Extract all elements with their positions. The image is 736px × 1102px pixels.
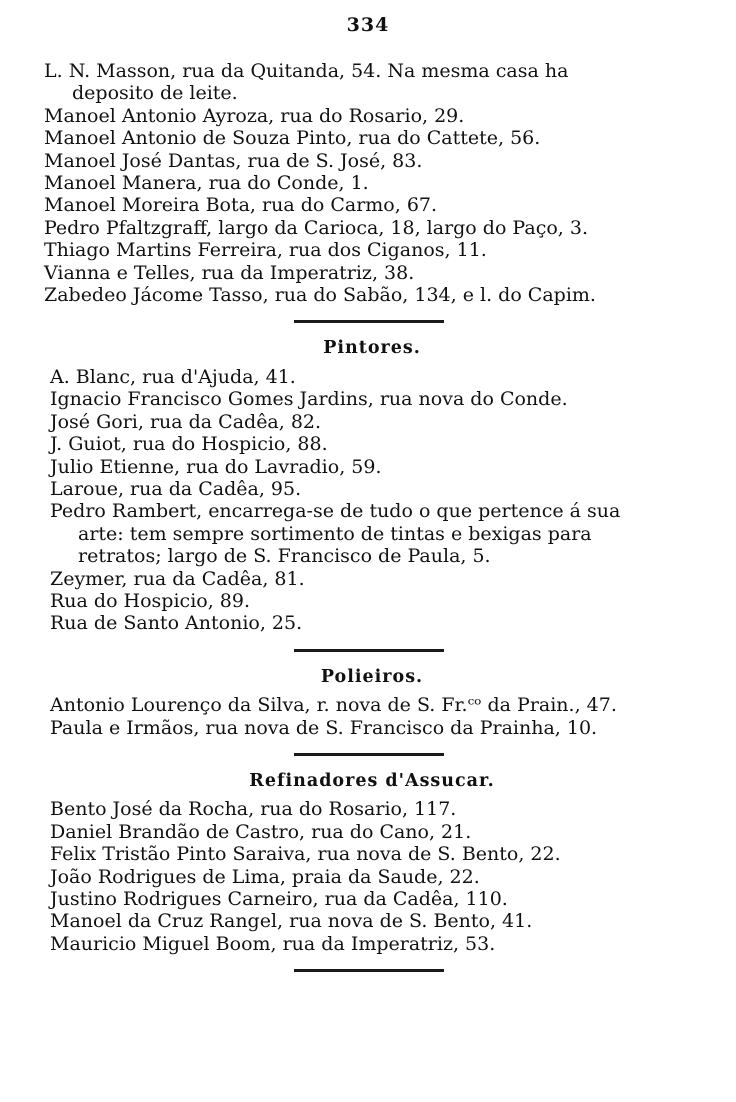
section-refinadores (44, 770, 654, 955)
list-entry: Manoel Antonio de Souza Pinto, rua do Cattete, 56. (44, 127, 541, 150)
list-entry: Rua de Santo Antonio, 25. (50, 612, 303, 635)
list-entry: A. Blanc, rua d'Ajuda, 41. (50, 365, 296, 388)
page-content (44, 60, 654, 986)
section-divider (294, 320, 444, 323)
list-entry: Ignacio Francisco Gomes Jardins, rua nova do Conde. (50, 388, 568, 411)
section-pintores (44, 337, 654, 634)
list-entry: Pedro Rambert, encarrega-se de tudo o que pertence á sua arte: tem sempre sortimento de tintas e bexigas para retratos; largo de S. Francisco de Paula, 5. (50, 500, 621, 568)
list-entry: Manoel da Cruz Rangel, rua nova de S. Bento, 41. (50, 910, 533, 933)
section-divider (294, 753, 444, 756)
list-entry: Daniel Brandão de Castro, rua do Cano, 21. (50, 820, 472, 843)
section-polieiros (44, 666, 654, 739)
section-title: Pintores. (323, 338, 421, 359)
list-entry: Antonio Lourenço da Silva, r. nova de S. Fr.ᶜᵒ da Prain., 47. (50, 694, 617, 717)
list-entry: Thiago Martins Ferreira, rua dos Ciganos, 11. (44, 239, 487, 262)
list-entry: Zabedeo Jácome Tasso, rua do Sabão, 134, e l. do Capim. (44, 284, 596, 307)
list-entry: Felix Tristão Pinto Saraiva, rua nova de S. Bento, 22. (50, 843, 561, 866)
intro-list (44, 60, 654, 306)
list-entry: Justino Rodrigues Carneiro, rua da Cadêa, 110. (50, 888, 508, 910)
list-entry: José Gori, rua da Cadêa, 82. (50, 410, 322, 433)
list-entry: Bento José da Rocha, rua do Rosario, 117. (50, 798, 457, 821)
section-divider (294, 649, 444, 652)
section-title: Refinadores d'Assucar. (249, 770, 495, 791)
list-entry: Paula e Irmãos, rua nova de S. Francisco da Prainha, 10. (50, 716, 598, 739)
list-entry: Manoel Moreira Bota, rua do Carmo, 67. (44, 194, 438, 217)
list-entry: J. Guiot, rua do Hospicio, 88. (50, 433, 328, 456)
list-entry: Julio Etienne, rua do Lavradio, 59. (50, 455, 382, 478)
list-entry: Laroue, rua da Cadêa, 95. (50, 477, 302, 500)
list-entry: João Rodrigues de Lima, praia da Saude, 22. (50, 865, 480, 888)
list-entry: Manoel Manera, rua do Conde, 1. (44, 172, 369, 195)
list-entry: Pedro Pfaltzgraff, largo da Carioca, 18, largo do Paço, 3. (44, 216, 588, 239)
list-entry: Zeymer, rua da Cadêa, 81. (50, 567, 305, 590)
list-entry: Mauricio Miguel Boom, rua da Imperatriz, 53. (50, 932, 496, 955)
list-entry: L. N. Masson, rua da Quitanda, 54. Na mesma casa ha deposito de leite. (44, 60, 569, 105)
list-entry: Manoel José Dantas, rua de S. José, 83. (44, 149, 423, 172)
page-number: 334 (346, 14, 390, 36)
section-title: Polieiros. (320, 666, 424, 687)
list-entry: Manoel Antonio Ayroza, rua do Rosario, 29. (44, 104, 465, 127)
list-entry: Rua do Hospicio, 89. (50, 589, 251, 612)
section-divider (294, 969, 444, 972)
list-entry: Vianna e Telles, rua da Imperatriz, 38. (44, 261, 415, 284)
